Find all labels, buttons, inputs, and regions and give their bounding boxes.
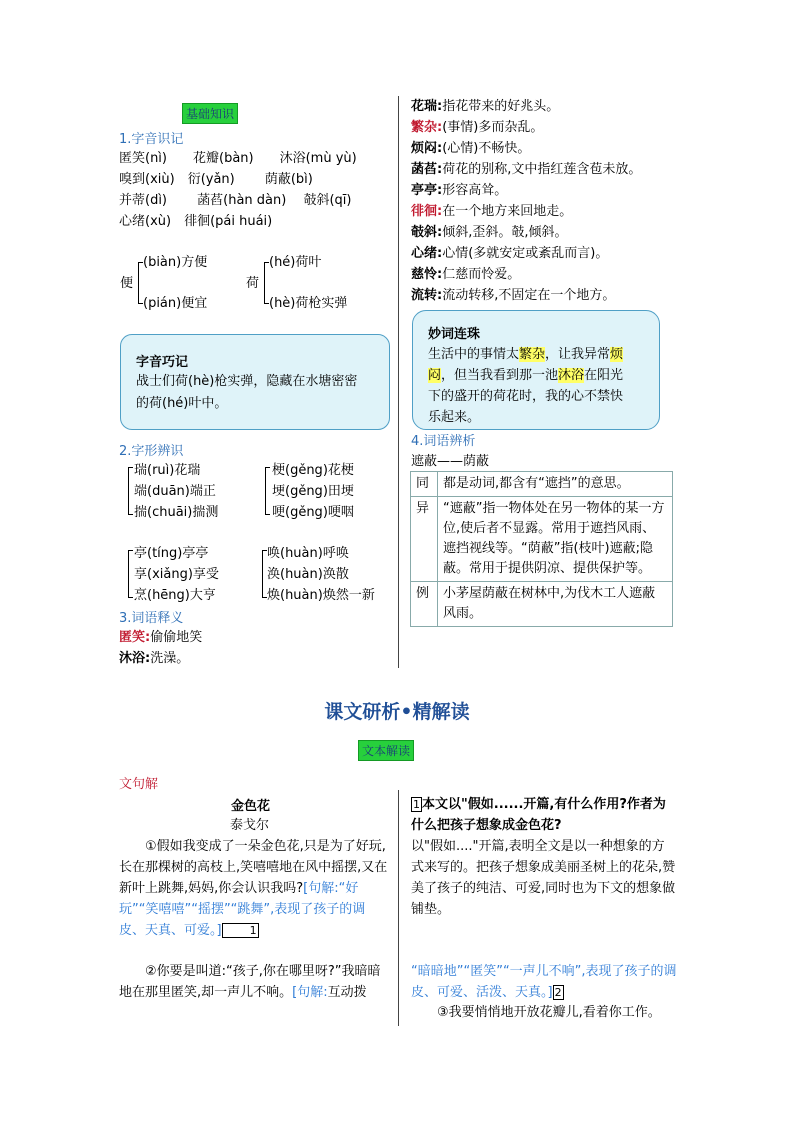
- table-row: [411, 497, 673, 582]
- table-value: 小茅屋荫蔽在树林中,为伐木工人遮蔽风雨。: [438, 582, 673, 627]
- polyphone-bian-a: (biàn)方便: [143, 255, 208, 270]
- glyph-item: 涣(huàn)涣散: [267, 567, 349, 582]
- table-row: [411, 472, 673, 497]
- basic-knowledge-tag: 基础知识: [182, 103, 238, 124]
- glyph-item: 亭(tíng)亭亭: [134, 546, 209, 561]
- section-3-title: 3.词语释义: [119, 611, 184, 626]
- glyph-item: 埂(gěng)田埂: [272, 484, 354, 499]
- polyphone-he-char: 荷: [246, 276, 260, 291]
- tip-text: 的荷(hé)叶中。: [136, 396, 228, 411]
- pinyin-row: 并蒂(dì) 菡萏(hàn dàn) 攲斜(qī): [119, 193, 352, 208]
- definition-item: 烦闷:(心情)不畅快。: [411, 141, 531, 156]
- definition-item: 攲斜:倾斜,歪斜。攲,倾斜。: [411, 225, 568, 240]
- pinyin-row: 嗅到(xiù) 衍(yǎn) 荫蔽(bì): [119, 172, 313, 187]
- glyph-item: 哽(gěng)哽咽: [272, 505, 354, 520]
- paragraph-1: ①假如我变成了一朵金色花,只是为了好玩,长在那棵树的高枝上,笑嘻嘻地在风中摇摆,又在新叶上跳舞,妈妈,你会认识我吗?[句解:“好玩”“笑嘻嘻”“摇摆”“跳舞”,表现了孩子的调皮、天真、可爱。] 1: [119, 839, 388, 938]
- poem-title: 金色花: [231, 799, 271, 814]
- section-1-title: 1.字音识记: [119, 132, 184, 147]
- table-value: “遮蔽”指一物体处在另一物体的某一方位,使后者不显露。常用于遮挡风雨、遮挡视线等。“荫蔽”指(枝叶)遮蔽;隐蔽。常用于提供阴凉、提供保护等。: [438, 497, 673, 582]
- glyph-item: 唤(huàn)呼唤: [267, 546, 349, 561]
- definition-item: 沐浴:洗澡。: [119, 651, 190, 666]
- definition-item: 流转:流动转移,不固定在一个地方。: [411, 288, 616, 303]
- poem-author: 泰戈尔: [230, 818, 270, 833]
- pinyin-row: 匿笑(nì) 花瓣(bàn) 沐浴(mù yù): [119, 151, 357, 166]
- brace: [265, 467, 270, 515]
- question: 1 本文以"假如......开篇,有什么作用?作者为什么把孩子想象成金色花?: [411, 797, 666, 833]
- table-key: 例: [411, 582, 438, 627]
- word-chain-text: 生活中的事情太繁杂，让我异常烦 闷，但当我看到那一池沐浴在阳光 下的盛开的荷花时，我的心不禁快 乐起来。: [428, 347, 624, 425]
- word-chain-title: 妙词连珠: [428, 327, 481, 342]
- section-4-title: 4.词语辨析: [411, 434, 476, 449]
- table-row: [411, 582, 673, 627]
- table-key: 同: [411, 472, 438, 497]
- note-2: “暗暗地”“匿笑”“一声儿不响”,表现了孩子的调皮、可爱、活泼、天真。] 2: [411, 964, 677, 1000]
- pronunciation-tip-box: [120, 334, 390, 430]
- definition-list: [411, 96, 641, 306]
- glyph-item: 端(duān)端正: [134, 484, 216, 499]
- word-chain-box: [412, 310, 660, 430]
- definition-item: 花瑞:指花带来的好兆头。: [411, 99, 560, 114]
- paragraph-3: ③我要悄悄地开放花瓣儿,看着你工作。: [437, 1005, 661, 1020]
- definition-item: 徘徊:在一个地方来回地走。: [411, 204, 573, 219]
- brace: [128, 550, 133, 598]
- glyph-item: 烹(hēng)大亨: [134, 588, 216, 603]
- glyph-item: 梗(gěng)花梗: [272, 463, 354, 478]
- definition-item: 心绪:心情(多就安定或紊乱而言)。: [411, 246, 609, 261]
- pinyin-row: 心绪(xù) 徘徊(pái huái): [119, 214, 273, 229]
- brace: [128, 467, 133, 515]
- answer: 以"假如...."开篇,表明全文是以一种想象的方式来写的。把孩子想象成美丽圣树上的花朵,赞美了孩子的纯洁、可爱,同时也为下文的想象做铺垫。: [411, 839, 676, 917]
- column-divider-bottom: [398, 790, 399, 1026]
- polyphone-he-a: (hé)荷叶: [269, 255, 322, 270]
- glyph-item: 焕(huàn)焕然一新: [267, 588, 375, 603]
- comparison-table: [410, 471, 673, 627]
- glyph-item: 享(xiǎng)享受: [134, 567, 219, 582]
- word-pair: 遮蔽——荫蔽: [411, 454, 490, 469]
- section-title: 课文研析•精解读: [324, 701, 470, 723]
- column-divider-top: [398, 96, 399, 668]
- table-key: 异: [411, 497, 438, 582]
- definition-item: 繁杂:(事情)多而杂乱。: [411, 120, 544, 135]
- glyph-item: 揣(chuāi)揣测: [134, 505, 219, 520]
- section-2-title: 2.字形辨识: [119, 444, 184, 459]
- definition-item: 亭亭:形容高耸。: [411, 183, 508, 198]
- polyphone-he-b: (hè)荷枪实弹: [269, 296, 348, 311]
- paragraph-2: ②你要是叫道:“孩子,你在哪里呀?”我暗暗地在那里匿笑,却一声儿不响。[句解:互动拨: [119, 964, 381, 1000]
- table-value: 都是动词,都含有“遮挡”的意思。: [438, 472, 673, 497]
- definition-item: 菡萏:荷花的别称,文中指红莲含苞未放。: [411, 162, 642, 177]
- sentence-analysis-label: 文句解: [119, 777, 159, 792]
- tip-title: 字音巧记: [136, 355, 189, 370]
- polyphone-bian-char: 便: [120, 276, 134, 291]
- glyph-item: 瑞(ruì)花瑞: [134, 463, 201, 478]
- tip-text: 战士们荷(hè)枪实弹，隐藏在水塘密密: [136, 374, 358, 389]
- text-analysis-tag: 文本解读: [358, 740, 414, 761]
- polyphone-bian-b: (pián)便宜: [143, 296, 208, 311]
- definition-item: 匿笑:偷偷地笑: [119, 630, 203, 645]
- definition-item: 慈怜:仁慈而怜爱。: [411, 267, 521, 282]
